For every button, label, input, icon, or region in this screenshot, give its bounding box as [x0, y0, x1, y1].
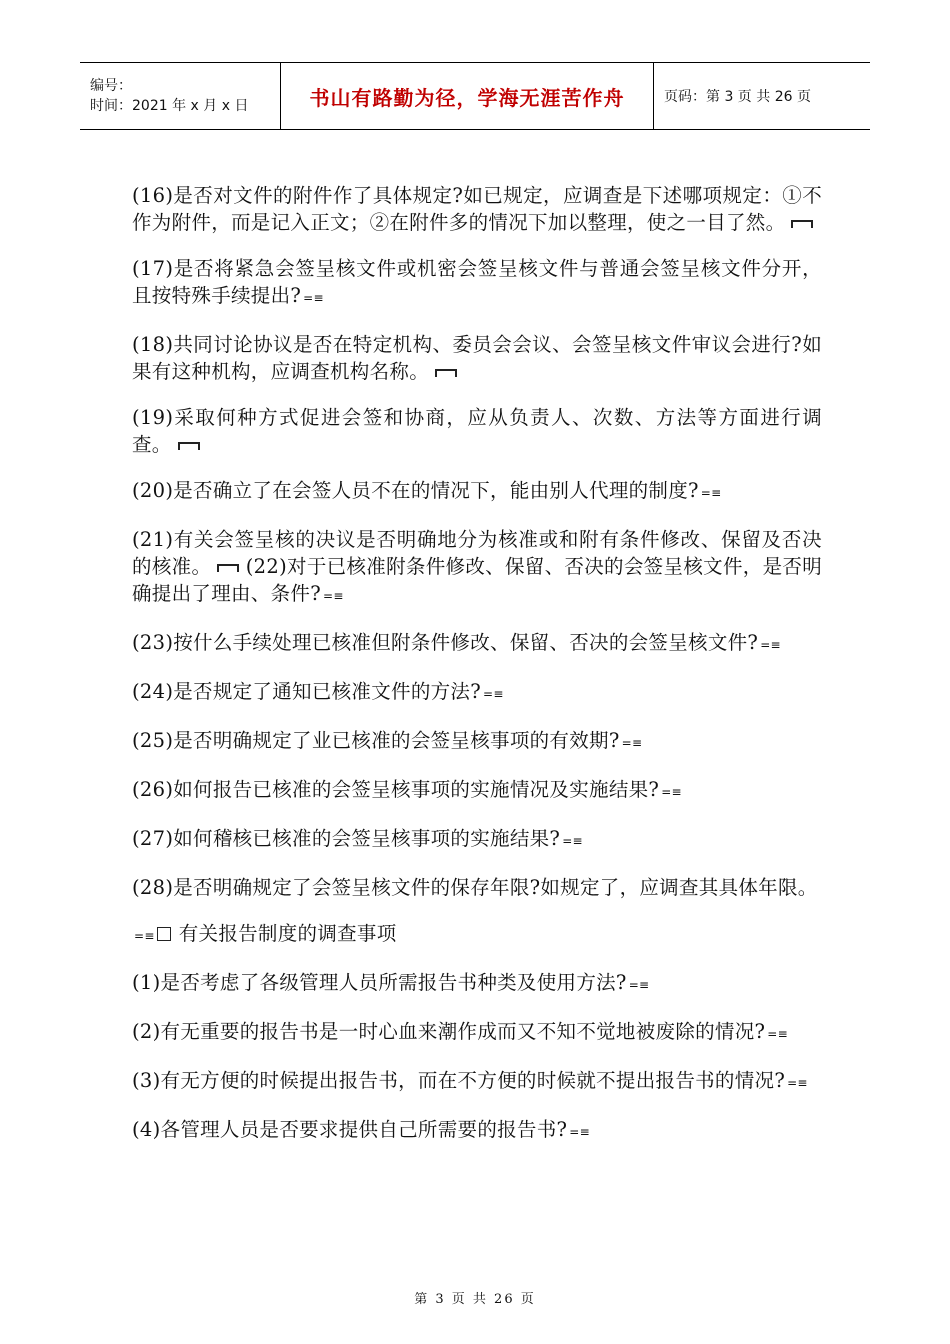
- question-item: [132, 874, 822, 901]
- question-text: (1)是否考虑了各级管理人员所需报告书种类及使用方法?: [132, 971, 627, 994]
- question-item: [132, 1018, 822, 1048]
- eq-mark: =≡: [134, 929, 155, 943]
- question-item: [132, 526, 822, 610]
- eq-mark: =≡: [661, 785, 682, 799]
- eq-mark: =≡: [562, 834, 583, 848]
- eq-mark: =≡: [787, 1076, 808, 1090]
- question-item: [132, 1116, 822, 1146]
- eq-mark: =≡: [303, 291, 324, 305]
- bracket-mark-icon: [178, 442, 200, 450]
- section-heading-text: 有关报告制度的调查事项: [178, 922, 397, 945]
- question-item: [132, 331, 822, 385]
- question-text: (27)如何稽核已核准的会签呈核事项的实施结果?: [132, 827, 561, 850]
- question-item: [132, 182, 822, 236]
- question-item: [132, 969, 822, 999]
- eq-mark: =≡: [760, 638, 781, 652]
- question-text: (26)如何报告已核准的会签呈核事项的实施情况及实施结果?: [132, 778, 660, 801]
- question-text: (17)是否将紧急会签呈核文件或机密会签呈核文件与普通会签呈核文件分开，且按特殊手续提出?: [132, 257, 822, 307]
- header-motto: [280, 63, 654, 129]
- eq-mark: =≡: [482, 687, 504, 701]
- question-text: (2)有无重要的报告书是一时心血来潮作成而又不知不觉地被废除的情况?: [132, 1020, 766, 1043]
- question-item: [132, 629, 822, 659]
- eq-mark: =≡: [569, 1125, 590, 1139]
- eq-mark: =≡: [621, 736, 643, 750]
- question-text: (23)按什么手续处理已核准但附条件修改、保留、否决的会签呈核文件?: [132, 631, 759, 654]
- document-body: [132, 182, 822, 1165]
- bracket-mark-icon: [435, 369, 457, 377]
- eq-mark: =≡: [322, 589, 344, 603]
- question-item: [132, 825, 822, 855]
- question-text: (4)各管理人员是否要求提供自己所需要的报告书?: [132, 1118, 568, 1141]
- question-item: [132, 477, 822, 507]
- question-item: [132, 255, 822, 312]
- checkbox-square-icon: [157, 927, 171, 941]
- question-item: [132, 776, 822, 806]
- question-item: [132, 1067, 822, 1097]
- header-page-info: [654, 63, 870, 129]
- question-item: [132, 678, 822, 708]
- page-footer: [0, 1288, 950, 1307]
- motto-text: 书山有路勤为径，学海无涯苦作舟: [309, 85, 625, 110]
- bracket-mark-icon: [217, 564, 239, 572]
- document-number-label: 编号：: [90, 78, 132, 94]
- eq-mark: =≡: [767, 1027, 788, 1041]
- document-date: 时间：2021 年 x 月 x 日: [90, 98, 249, 114]
- eq-mark: =≡: [628, 978, 650, 992]
- question-text: (3)有无方便的时候提出报告书，而在不方便的时候就不提出报告书的情况?: [132, 1069, 786, 1092]
- question-text: (21)有关会签呈核的决议是否明确地分为核准或和附有条件修改、保留及否决的核准。: [132, 528, 822, 578]
- question-text: (20)是否确立了在会签人员不在的情况下，能由别人代理的制度?: [132, 479, 699, 502]
- question-list: [132, 182, 822, 901]
- header-meta: [80, 63, 280, 129]
- page-info-text: 页码：第 3 页 共 26 页: [664, 89, 811, 105]
- question-text: (18)共同讨论协议是否在特定机构、委员会会议、会签呈核文件审议会进行?如果有这种机构，应调查机构名称。: [132, 333, 822, 383]
- footer-page-number: 第 3 页 共 26 页: [414, 1292, 536, 1307]
- question-text: (28)是否明确规定了会签呈核文件的保存年限?如规定了，应调查其具体年限。: [132, 876, 818, 899]
- report-question-list: [132, 969, 822, 1146]
- bracket-mark-icon: [791, 220, 813, 228]
- page-header: [80, 62, 870, 130]
- section-heading: [132, 920, 822, 950]
- question-item: [132, 727, 822, 757]
- question-text: (24)是否规定了通知已核准文件的方法?: [132, 680, 481, 703]
- question-item: [132, 404, 822, 458]
- eq-mark: =≡: [700, 486, 722, 500]
- question-text: (25)是否明确规定了业已核准的会签呈核事项的有效期?: [132, 729, 620, 752]
- question-text: (16)是否对文件的附件作了具体规定?如已规定，应调查是下述哪项规定：①不作为附件，而是记入正文；②在附件多的情况下加以整理，使之一目了然。: [132, 184, 822, 234]
- question-text: (19)采取何种方式促进会签和协商，应从负责人、次数、方法等方面进行调查。: [132, 406, 822, 456]
- question-text: (22)对于已核准附条件修改、保留、否决的会签呈核文件，是否明确提出了理由、条件?: [132, 555, 823, 605]
